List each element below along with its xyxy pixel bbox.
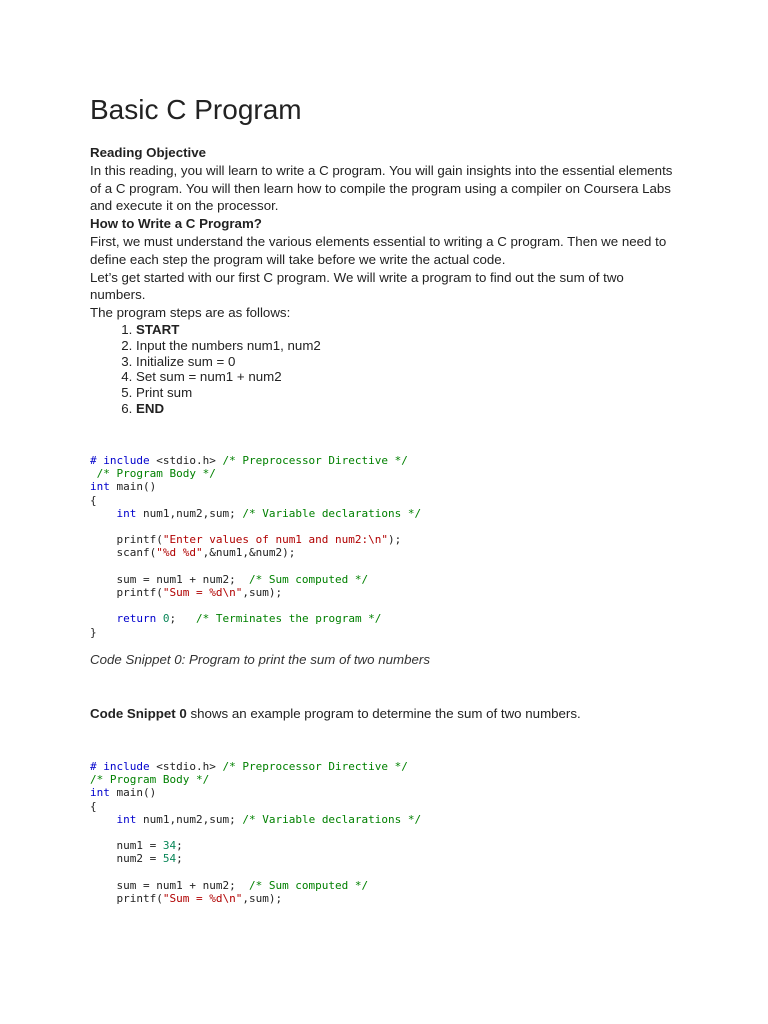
page-title: Basic C Program	[90, 94, 302, 125]
how-to-heading: How to Write a C Program?	[90, 216, 262, 232]
list-item: 3. Initialize sum = 0	[136, 354, 680, 370]
list-item: 2. Input the numbers num1, num2	[136, 338, 680, 354]
list-item: 4. Set sum = num1 + num2	[136, 369, 680, 385]
reading-objective-heading: Reading Objective	[90, 145, 207, 160]
list-item: 1. START	[136, 322, 680, 338]
reading-objective-text: In this reading, you will learn to write a C program. You will gain insights into the essential elements of a C program. You will then learn how to compile the program using a compiler on Coursera Labs and execute it on the processor.	[90, 162, 673, 214]
code-snippet-caption: Code Snippet 0: Program to print the sum of two numbers	[90, 652, 430, 667]
snippet-reference: Code Snippet 0	[90, 706, 187, 721]
snippet-description: Code Snippet 0 shows an example program to determine the sum of two numbers.	[90, 706, 581, 721]
list-item: 5. Print sum	[136, 385, 680, 401]
how-to-para-3: The program steps are as follows:	[90, 305, 291, 321]
code-snippet-0: # include <stdio.h> /* Preprocessor Directive */ /* Program Body */ int main() { int num1,num2,sum; /* Variable declarations */ printf("Enter values of num1 and num2:\n"); scanf("%d %d",&num1,&num2); sum = num1 + num2; /* Sum computed */ printf("Sum = %d\n",sum); return 0; /* Terminates the program */ }	[90, 454, 422, 639]
document-body	[90, 144, 680, 417]
how-to-para-2: Let’s get started with our first C program. We will write a program to find out the sum of two numbers.	[90, 269, 624, 303]
program-steps-list	[90, 322, 680, 417]
how-to-para-1: First, we must understand the various elements essential to writing a C program. Then we need to define each step the program will take before we write the actual code.	[90, 233, 667, 267]
list-item: 6. END	[136, 401, 680, 417]
code-snippet-1: # include <stdio.h> /* Preprocessor Directive */ /* Program Body */ int main() { int num1,num2,sum; /* Variable declarations */ num1 = 34; num2 = 54; sum = num1 + num2; /* Sum computed */ printf("Sum = %d\n",sum);	[90, 760, 422, 906]
